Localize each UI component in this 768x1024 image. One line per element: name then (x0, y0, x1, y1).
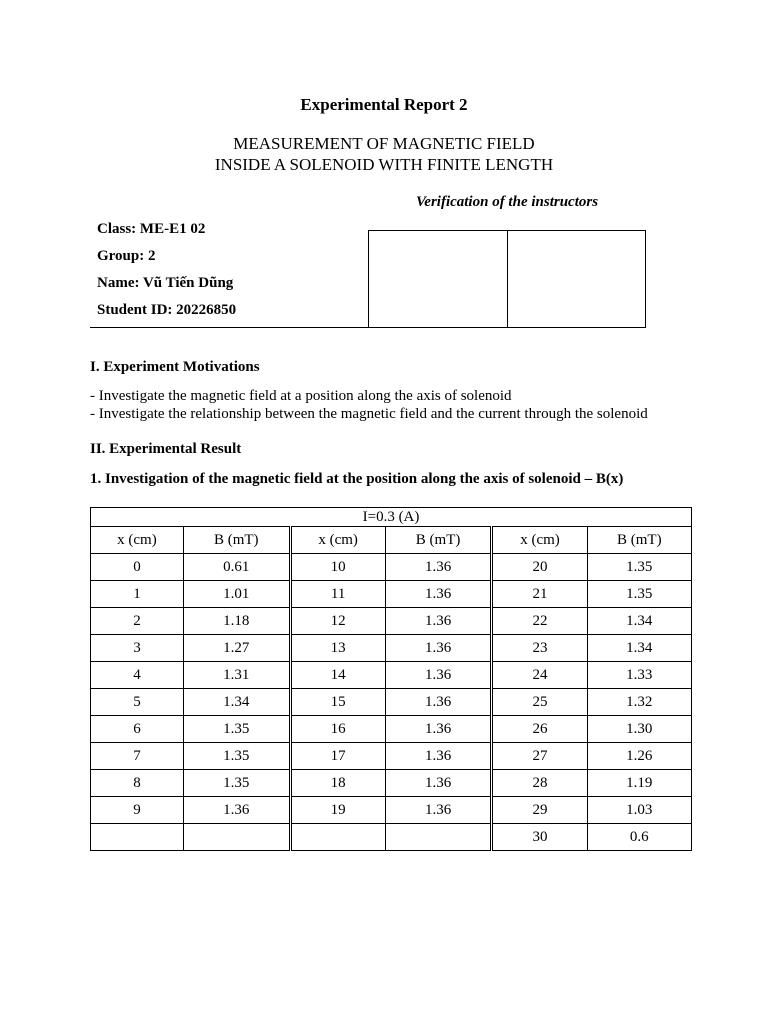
table-cell: 14 (290, 662, 385, 689)
table-cell: 1.36 (385, 635, 492, 662)
motivation-line-2: - Investigate the relationship between the magnetic field and the current through the solenoid (90, 406, 648, 422)
signature-cell-2 (507, 231, 646, 327)
table-cell: 15 (290, 689, 385, 716)
table-cell: 1.34 (183, 689, 290, 716)
table-cell: 18 (290, 770, 385, 797)
table-cell (385, 824, 492, 851)
measurement-table (90, 507, 692, 851)
header-cell: x (cm) (290, 527, 385, 554)
signature-box (368, 230, 646, 328)
table-cell (91, 824, 184, 851)
table-cell: 1.26 (587, 743, 691, 770)
table-cell: 29 (492, 797, 587, 824)
table-cell: 1.36 (385, 716, 492, 743)
table-cell: 22 (492, 608, 587, 635)
table-row (91, 662, 692, 689)
table-cell: 12 (290, 608, 385, 635)
table-row (91, 608, 692, 635)
table-cell: 1.03 (587, 797, 691, 824)
section-1-heading: I. Experiment Motivations (90, 359, 260, 375)
table-cell: 27 (492, 743, 587, 770)
table-row (91, 554, 692, 581)
table-cell: 21 (492, 581, 587, 608)
table-caption: I=0.3 (A) (91, 508, 692, 527)
table-cell: 1.36 (385, 689, 492, 716)
table-row (91, 824, 692, 851)
table-cell: 1.19 (587, 770, 691, 797)
table-cell: 26 (492, 716, 587, 743)
table-cell: 1.36 (385, 797, 492, 824)
table-cell: 4 (91, 662, 184, 689)
table-cell: 23 (492, 635, 587, 662)
motivation-line-1: - Investigate the magnetic field at a position along the axis of solenoid (90, 388, 512, 404)
signature-cell-1 (369, 231, 507, 327)
table-cell: 1.18 (183, 608, 290, 635)
table-cell: 6 (91, 716, 184, 743)
table-cell: 13 (290, 635, 385, 662)
table-cell: 30 (492, 824, 587, 851)
table-cell: 3 (91, 635, 184, 662)
table-cell: 0 (91, 554, 184, 581)
report-subtitle (0, 133, 768, 175)
table-row (91, 797, 692, 824)
class-label: Class: ME-E1 02 (97, 221, 206, 237)
table-cell: 1.35 (587, 581, 691, 608)
info-divider (90, 327, 370, 328)
table-cell: 5 (91, 689, 184, 716)
table-cell: 1.35 (587, 554, 691, 581)
table-cell: 1.36 (385, 608, 492, 635)
table-cell: 0.6 (587, 824, 691, 851)
table-cell: 1.35 (183, 770, 290, 797)
table-row (91, 581, 692, 608)
table-row (91, 689, 692, 716)
subsection-1-heading: 1. Investigation of the magnetic field at the position along the axis of solenoid – B(x) (90, 471, 624, 487)
table-cell: 1.27 (183, 635, 290, 662)
table-cell: 1.01 (183, 581, 290, 608)
table-cell: 17 (290, 743, 385, 770)
table-header-row (91, 527, 692, 554)
name-label: Name: Vũ Tiến Dũng (97, 275, 234, 291)
table-cell: 20 (492, 554, 587, 581)
table-row (91, 635, 692, 662)
header-cell: B (mT) (385, 527, 492, 554)
table-cell: 24 (492, 662, 587, 689)
header-cell: x (cm) (492, 527, 587, 554)
table-cell: 1.33 (587, 662, 691, 689)
report-title: Experimental Report 2 (300, 95, 468, 114)
table-cell: 9 (91, 797, 184, 824)
table-cell: 1.36 (385, 554, 492, 581)
section-2-heading: II. Experimental Result (90, 441, 242, 457)
table-cell: 16 (290, 716, 385, 743)
table-cell: 1.36 (183, 797, 290, 824)
table-cell: 1.34 (587, 635, 691, 662)
table-cell: 1.36 (385, 581, 492, 608)
student-id-label: Student ID: 20226850 (97, 302, 237, 318)
header-cell: x (cm) (91, 527, 184, 554)
table-cell: 1.31 (183, 662, 290, 689)
table-row (91, 716, 692, 743)
table-cell: 1.34 (587, 608, 691, 635)
table-row (91, 770, 692, 797)
table-cell: 1.36 (385, 770, 492, 797)
table-cell: 7 (91, 743, 184, 770)
table-cell: 2 (91, 608, 184, 635)
table-cell: 8 (91, 770, 184, 797)
table-cell: 11 (290, 581, 385, 608)
table-cell: 1 (91, 581, 184, 608)
table-cell (183, 824, 290, 851)
table-cell: 0.61 (183, 554, 290, 581)
table-cell: 28 (492, 770, 587, 797)
subtitle-line-1: MEASUREMENT OF MAGNETIC FIELD (233, 134, 535, 153)
header-cell: B (mT) (587, 527, 691, 554)
table-cell: 1.35 (183, 716, 290, 743)
subtitle-line-2: INSIDE A SOLENOID WITH FINITE LENGTH (214, 155, 554, 174)
header-cell: B (mT) (183, 527, 290, 554)
table-cell: 1.36 (385, 743, 492, 770)
table-cell: 10 (290, 554, 385, 581)
table-cell: 19 (290, 797, 385, 824)
table-cell (290, 824, 385, 851)
verification-label: Verification of the instructors (415, 194, 599, 210)
table-row (91, 743, 692, 770)
table-cell: 1.36 (385, 662, 492, 689)
table-cell: 1.30 (587, 716, 691, 743)
table-cell: 1.35 (183, 743, 290, 770)
table-cell: 1.32 (587, 689, 691, 716)
table-cell: 25 (492, 689, 587, 716)
group-label: Group: 2 (97, 248, 156, 264)
